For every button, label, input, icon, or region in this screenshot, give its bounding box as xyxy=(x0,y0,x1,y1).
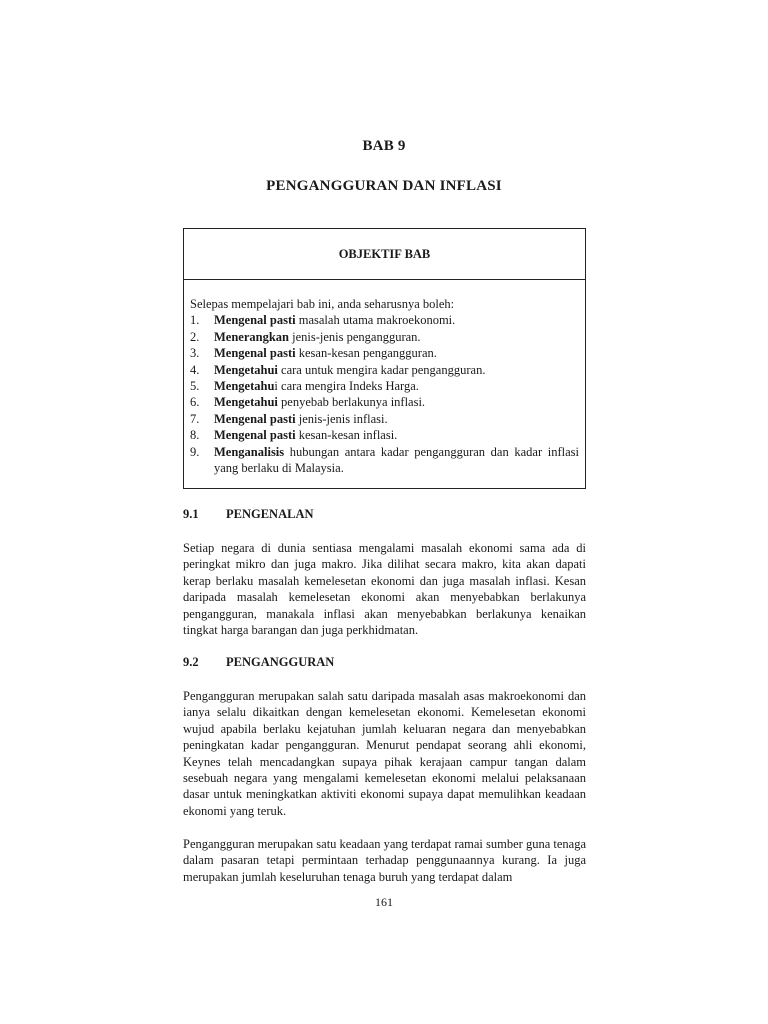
objective-item xyxy=(190,312,579,328)
objective-number: 5. xyxy=(190,379,200,394)
objective-verb: Mengetahui xyxy=(214,395,278,410)
objective-verb: Mengenal pasti xyxy=(214,428,296,443)
objective-verb: Mengenal pasti xyxy=(214,346,296,361)
objective-text xyxy=(214,427,579,443)
objective-item xyxy=(190,378,579,394)
objective-verb: Menganalisis xyxy=(214,444,285,459)
objective-rest: hubungan antara kadar pengangguran dan kadar inflasi yang berlaku di Malaysia. xyxy=(214,444,579,476)
objective-item xyxy=(190,411,579,427)
objective-verb: Mengetahu xyxy=(214,379,275,394)
objective-number: 4. xyxy=(190,362,200,377)
body-paragraph: Setiap negara di dunia sentiasa mengalami masalah ekonomi sama ada di peringkat mikro dan juga makro. Jika dilihat secara makro, kita akan dapati kerap berlaku masalah kemelesetan ekonomi dan juga masalah inflasi. Kesan daripada masalah kemelesetan ekonomi akan menyebabkan berlakunya pengangguran, manakala inflasi akan menyebabkan berlakunya kenaikan tingkat harga barangan dan juga perkhidmatan. xyxy=(183,541,586,638)
objective-text xyxy=(214,312,579,328)
section-title: PENGENALAN xyxy=(226,507,314,521)
objective-text xyxy=(214,444,579,477)
objective-item xyxy=(190,394,579,410)
objective-number: 6. xyxy=(190,395,200,410)
objective-rest: cara untuk mengira kadar pengangguran. xyxy=(277,362,486,377)
objectives-body xyxy=(184,280,585,476)
objective-text xyxy=(214,378,579,394)
objective-rest: penyebab berlakunya inflasi. xyxy=(277,395,426,410)
body-paragraph: Pengangguran merupakan satu keadaan yang terdapat ramai sumber guna tenaga dalam pasaran tetapi permintaan terhadap penggunaannya kurang. Ia juga merupakan jumlah keseluruhan tenaga buruh yang terdapat dalam xyxy=(183,837,586,884)
page-number: 161 xyxy=(375,895,393,909)
objective-number: 8. xyxy=(190,428,200,443)
objective-verb: Mengenal pasti xyxy=(214,411,296,426)
section-number: 9.1 xyxy=(183,507,199,521)
objective-verb: Menerangkan xyxy=(214,329,289,344)
objective-rest: jenis-jenis pengangguran. xyxy=(289,329,421,344)
objective-text xyxy=(214,411,579,427)
objective-item xyxy=(190,427,579,443)
objective-rest: jenis-jenis inflasi. xyxy=(295,411,388,426)
objective-number: 1. xyxy=(190,313,200,328)
objective-item xyxy=(190,444,579,477)
section-title: PENGANGGURAN xyxy=(226,655,335,669)
objective-text xyxy=(214,329,579,345)
objective-item xyxy=(190,329,579,345)
objective-verb: Mengenal pasti xyxy=(214,313,296,328)
objective-rest: masalah utama makroekonomi. xyxy=(295,313,456,328)
objectives-heading: OBJEKTIF BAB xyxy=(184,229,585,280)
objective-verb: Mengetahui xyxy=(214,362,278,377)
objective-text xyxy=(214,345,579,361)
objective-number: 2. xyxy=(190,329,200,344)
objective-number: 7. xyxy=(190,411,200,426)
objective-text xyxy=(214,362,579,378)
section-number: 9.2 xyxy=(183,655,199,669)
objectives-list xyxy=(190,312,579,476)
objective-rest: kesan-kesan inflasi. xyxy=(295,428,398,443)
objective-text xyxy=(214,394,579,410)
objective-rest: kesan-kesan pengangguran. xyxy=(295,346,437,361)
objective-rest: i cara mengira Indeks Harga. xyxy=(274,379,419,394)
objectives-box xyxy=(183,228,586,489)
chapter-title: PENGANGGURAN DAN INFLASI xyxy=(266,178,502,194)
objective-number: 9. xyxy=(190,444,200,459)
objective-item xyxy=(190,345,579,361)
objective-item xyxy=(190,362,579,378)
objectives-intro: Selepas mempelajari bab ini, anda seharusnya boleh: xyxy=(190,297,455,311)
objective-number: 3. xyxy=(190,346,200,361)
chapter-number: BAB 9 xyxy=(362,138,406,154)
body-paragraph: Pengangguran merupakan salah satu daripada masalah asas makroekonomi dan ianya selalu dikaitkan dengan kemelesetan ekonomi. Kemelesetan ekonomi wujud apabila berlaku kejatuhan jumlah keluaran negara dan menyebabkan peningkatan kadar pengangguran. Menurut pendapat seorang ahli ekonomi, Keynes telah mencadangkan supaya pihak kerajaan campur tangan dalam sesebuah negara yang mengalami kemelesetan ekonomi melalui pelaksanaan dasar untuk meningkatkan aktiviti ekonomi supaya dapat memulihkan keadaan ekonomi yang teruk. xyxy=(183,689,586,818)
section-heading-pengenalan xyxy=(183,506,314,522)
section-heading-pengangguran xyxy=(183,654,334,670)
